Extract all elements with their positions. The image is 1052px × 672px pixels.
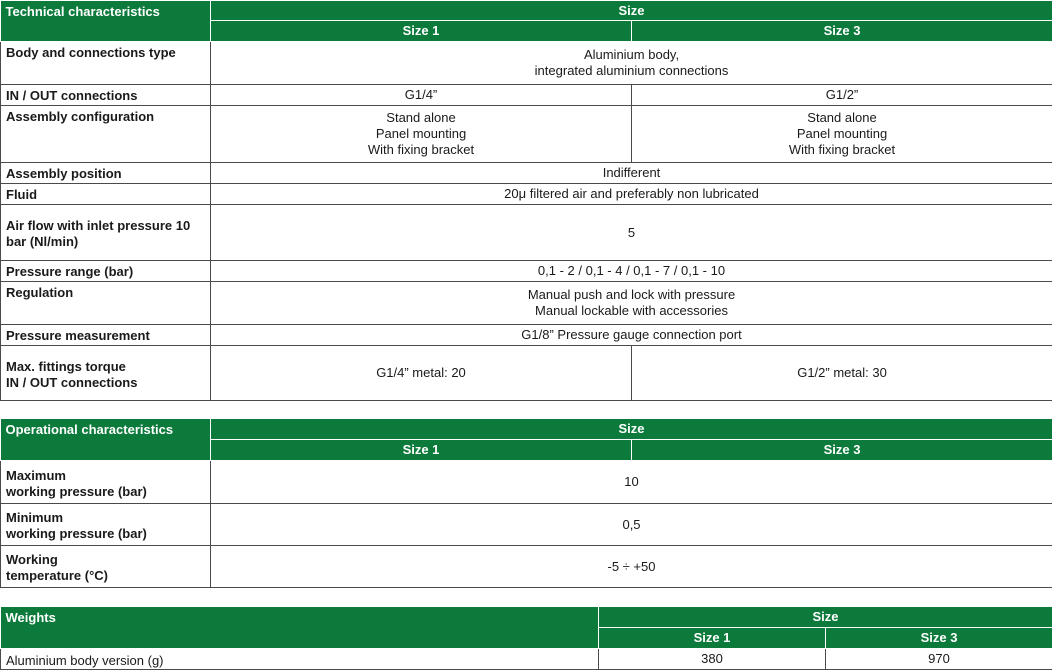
table-row — [1, 42, 1052, 85]
row-value: Manual push and lock with pressure Manual lockable with accessories — [211, 282, 1052, 325]
row-value-size1: G1/4” — [211, 85, 632, 106]
operational-size3-header: Size 3 — [632, 440, 1052, 461]
weights-size1-header: Size 1 — [599, 628, 826, 649]
row-label: Working temperature (°C) — [1, 546, 211, 588]
weights-header-row — [1, 607, 1052, 628]
row-value: G1/8” Pressure gauge connection port — [211, 325, 1052, 346]
table-row — [1, 546, 1052, 588]
row-value-size3: G1/2” metal: 30 — [632, 346, 1052, 401]
row-value: 0,1 - 2 / 0,1 - 4 / 0,1 - 7 / 0,1 - 10 — [211, 261, 1052, 282]
row-value: 20μ filtered air and preferably non lubricated — [211, 184, 1052, 205]
table-row — [1, 282, 1052, 325]
row-value: -5 ÷ +50 — [211, 546, 1052, 588]
technical-title: Technical characteristics — [1, 1, 211, 42]
row-label: Assembly configuration — [1, 106, 211, 163]
table-row — [1, 85, 1052, 106]
row-label: Pressure measurement — [1, 325, 211, 346]
table-row — [1, 461, 1052, 504]
table-row — [1, 325, 1052, 346]
row-label: Maximum working pressure (bar) — [1, 461, 211, 504]
row-value: Indifferent — [211, 163, 1052, 184]
operational-size1-header: Size 1 — [211, 440, 632, 461]
row-label: Assembly position — [1, 163, 211, 184]
row-label: Regulation — [1, 282, 211, 325]
row-label: Air flow with inlet pressure 10 bar (Nl/min) — [1, 205, 211, 261]
table-row — [1, 261, 1052, 282]
row-label: IN / OUT connections — [1, 85, 211, 106]
operational-header-row — [1, 419, 1052, 440]
row-label: Pressure range (bar) — [1, 261, 211, 282]
technical-header-row — [1, 1, 1052, 21]
operational-characteristics-table — [0, 418, 1052, 588]
table-row — [1, 106, 1052, 163]
row-value: 5 — [211, 205, 1052, 261]
table-row — [1, 163, 1052, 184]
table-row — [1, 504, 1052, 546]
table-row — [1, 205, 1052, 261]
weights-size3-header: Size 3 — [826, 628, 1052, 649]
table-row — [1, 184, 1052, 205]
row-value: Aluminium body, integrated aluminium connections — [211, 42, 1052, 85]
operational-size-header: Size — [211, 419, 1052, 440]
row-value-size3: 970 — [826, 649, 1052, 670]
row-value-size3: Stand alone Panel mounting With fixing bracket — [632, 106, 1052, 163]
row-value-size1: G1/4” metal: 20 — [211, 346, 632, 401]
weights-title: Weights — [1, 607, 599, 649]
row-value-size1: Stand alone Panel mounting With fixing bracket — [211, 106, 632, 163]
technical-size1-header: Size 1 — [211, 21, 632, 42]
row-value-size3: G1/2” — [632, 85, 1052, 106]
row-label: Fluid — [1, 184, 211, 205]
weights-table — [0, 606, 1052, 670]
technical-size3-header: Size 3 — [632, 21, 1052, 42]
table-row — [1, 649, 1052, 670]
row-value-size1: 380 — [599, 649, 826, 670]
row-label: Minimum working pressure (bar) — [1, 504, 211, 546]
operational-title: Operational characteristics — [1, 419, 211, 461]
table-row — [1, 346, 1052, 401]
row-value: 0,5 — [211, 504, 1052, 546]
row-value: 10 — [211, 461, 1052, 504]
row-label: Aluminium body version (g) — [1, 649, 599, 670]
technical-size-header: Size — [211, 1, 1052, 21]
weights-size-header: Size — [599, 607, 1052, 628]
row-label: Body and connections type — [1, 42, 211, 85]
row-label: Max. fittings torque IN / OUT connections — [1, 346, 211, 401]
